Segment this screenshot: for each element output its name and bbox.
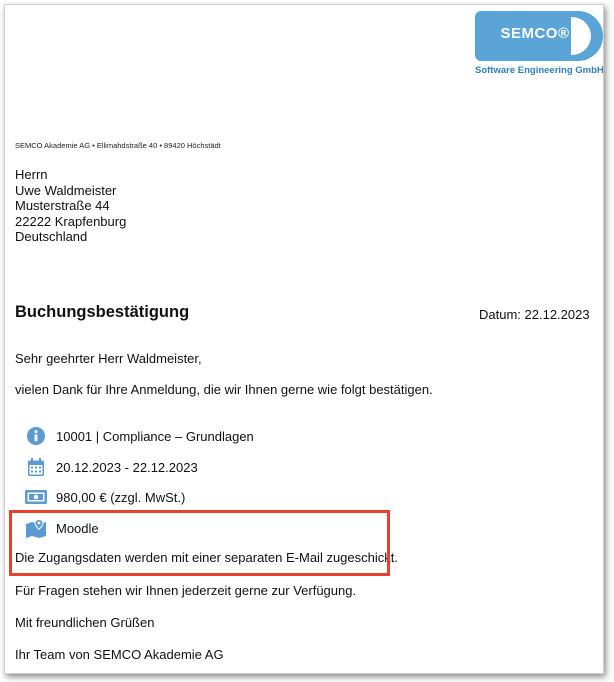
company-logo — [475, 11, 605, 61]
logo-tagline: Software Engineering GmbH — [475, 65, 604, 76]
price-row — [25, 486, 185, 508]
page-title: Buchungsbestätigung — [15, 303, 190, 321]
questions-text: Für Fragen stehen wir Ihnen jederzeit gerne zur Verfügung. — [15, 583, 357, 598]
dates-row — [25, 456, 198, 478]
calendar-icon — [25, 456, 47, 478]
course-name: 10001 | Compliance – Grundlagen — [56, 428, 254, 444]
course-price: 980,00 € (zzgl. MwSt.) — [56, 489, 186, 505]
recipient-city: 22222 Krapfenburg — [15, 213, 127, 229]
access-note: Die Zugangsdaten werden mit einer separaten E-Mail zugeschickt. — [15, 550, 398, 565]
money-icon — [25, 486, 47, 508]
letter-date: Datum: 22.12.2023 — [479, 307, 590, 322]
sender-line: SEMCO Akademie AG • Ellimahdstraße 40 • 89420 Höchstädt — [15, 141, 221, 150]
intro-text: vielen Dank für Ihre Anmeldung, die wir Ihnen gerne wie folgt bestätigen. — [15, 382, 433, 397]
course-dates: 20.12.2023 - 22.12.2023 — [56, 459, 198, 475]
recipient-country: Deutschland — [15, 229, 88, 244]
closing-text: Mit freundlichen Grüßen — [15, 615, 155, 630]
highlight-box — [9, 510, 390, 576]
course-location: Moodle — [56, 520, 99, 536]
course-row — [25, 425, 254, 447]
letter-page — [4, 4, 604, 674]
greeting: Sehr geehrter Herr Waldmeister, — [15, 351, 202, 366]
recipient-street: Musterstraße 44 — [15, 198, 110, 213]
logo-name: SEMCO® — [500, 25, 570, 42]
signature-text: Ihr Team von SEMCO Akademie AG — [15, 647, 224, 662]
recipient-salutation: Herrn — [15, 167, 48, 182]
recipient-address — [15, 167, 126, 245]
info-icon — [25, 425, 47, 447]
recipient-name: Uwe Waldmeister — [15, 182, 117, 198]
